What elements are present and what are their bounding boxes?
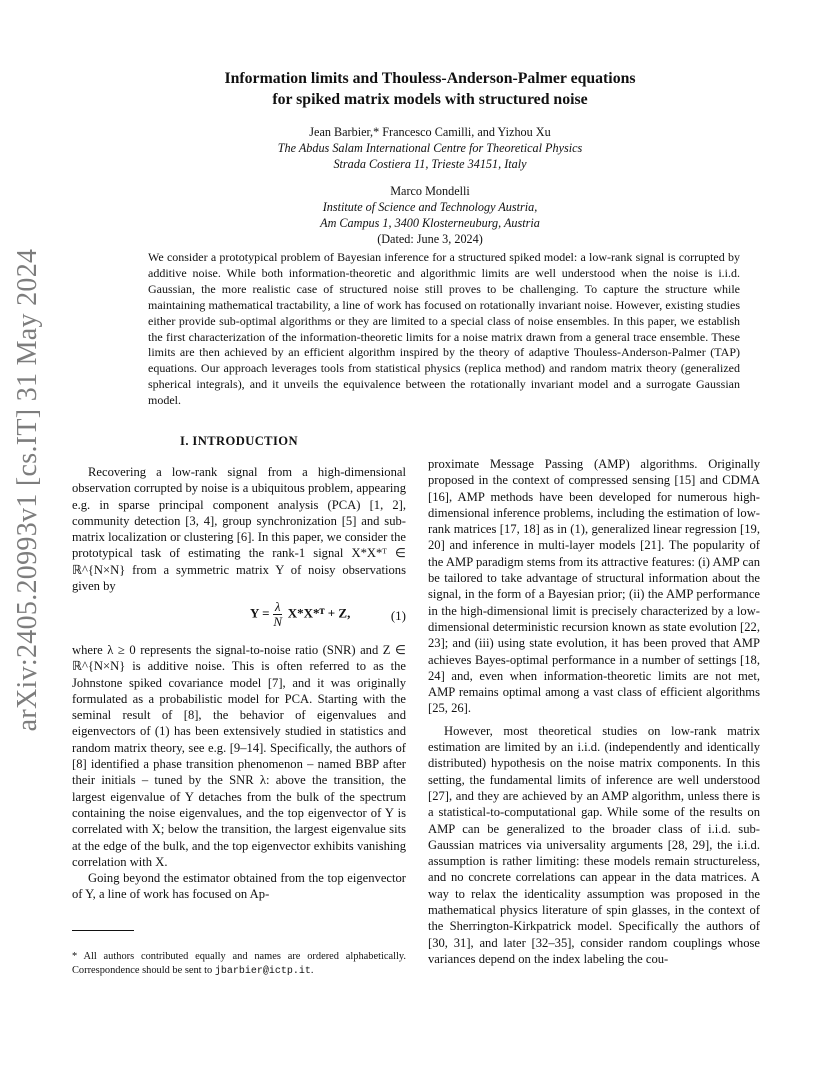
author-block-2 — [150, 183, 710, 247]
fraction-denominator: N — [273, 614, 282, 629]
equation-rhs: X*X*ᵀ + Z, — [287, 605, 351, 621]
section-heading-introduction: I. INTRODUCTION — [180, 434, 298, 448]
dated-line: (Dated: June 3, 2024) — [377, 232, 483, 246]
abstract: We consider a prototypical problem of Bayesian inference for a structured spiked model: a low-rank signal is corrupted by additive noise. While both information-theoretic and algorithmic limits are well understood when the noise is i.i.d. Gaussian, the more realistic case of structured noise still proves to be challenging. To capture the structure while maintaining mathematical tractability, a line of work has focused on rotationally invariant noise. However, existing studies either provide sub-optimal algorithms or they are limited to a special class of noise ensembles. In this paper, we establish the first characterization of the information-theoretic limits for a noise matrix drawn from a general trace ensemble. These limits are then achieved by an efficient algorithm inspired by the theory of adaptive Thouless-Anderson-Palmer (TAP) equations. Our approach leverages tools from statistical physics (replica method) and random matrix theory (generalized spherical integrals), and it unveils the equivalence between the rotationally invariant model and a surrogate Gaussian model. — [148, 250, 740, 408]
fraction-numerator: λ — [274, 599, 281, 614]
authors-line-1: Jean Barbier,* Francesco Camilli, and Yizhou Xu — [309, 125, 551, 139]
equation-body — [250, 600, 350, 629]
arxiv-id-text: arXiv:2405.20993v1 [cs.IT] 31 May 2024 — [12, 248, 43, 732]
affiliation-2-line-2: Am Campus 1, 3400 Klosterneuburg, Austria — [320, 216, 540, 230]
left-column-top — [72, 464, 406, 594]
equation-1 — [72, 596, 406, 636]
intro-paragraph-1: Recovering a low-rank signal from a high-dimensional observation corrupted by noise is a ubiquitous problem, appearing e.g. in sparse principal component analysis (PCA) [1, 2], community detection [3, 4], group synchronization [5] and sub-matrix localization or clustering [6]. In this paper, we consider the prototypical task of estimating the rank-1 signal X*X*ᵀ ∈ ℝ^{N×N} from a symmetric matrix Y of noisy observations given by — [72, 465, 406, 594]
affiliation-1-line-1: The Abdus Salam International Centre for Theoretical Physics — [277, 141, 583, 155]
affiliation-1-line-2: Strada Costiera 11, Trieste 34151, Italy — [333, 157, 527, 171]
authors-line-2: Marco Mondelli — [390, 184, 470, 198]
footnote-email: jbarbier@ictp.it — [214, 966, 311, 977]
title-line-2: for spiked matrix models with structured noise — [272, 91, 588, 108]
affiliation-2-line-1: Institute of Science and Technology Austria, — [322, 200, 538, 214]
footnote-rule — [72, 930, 134, 931]
right-column — [428, 456, 760, 967]
intro-paragraph-5: However, most theoretical studies on low-rank matrix estimation are limited by an i.i.d. (independently and identically distributed) hypothesis on the noise matrix components. In this setting, the fundamental limits of inference are well understood [27], and they are achieved by an AMP algorithm, unless there is a statistical-to-computational gap. While some of the results on AMP can be generalized to the broader class of i.i.d. sub-Gaussian matrices via universality arguments [28, 29], the i.i.d. assumption is rather limiting: these models remain structureless, and no concrete correlations can appear in the data matrices. A way to relax the identicality assumption was proposed in the mathematical physics literature of spin glasses, in the context of the Sherrington-Kirkpatrick model. Specifically the authors of [30, 31], and later [32–35], consider random couplings whose variances depend on the index labeling the cou- — [428, 723, 760, 966]
intro-paragraph-4: proximate Message Passing (AMP) algorithms. Originally proposed in the context of compressed sensing [15] and CDMA [16], AMP methods have been developed for numerous high-dimensional inference problems, including the estimation of low-rank matrices [17, 18] as in (1), generalized linear regression [19, 20] and inference in multi-layer models [21]. The popularity of the AMP paradigm stems from its attractive features: (i) AMP can be tailored to take advantage of structural information about the signal, in the form of a Bayesian prior; (ii) the AMP performance in the high-dimensional limit is precisely characterized by a low-dimensional deterministic recursion known as state evolution [22, 23]; and (iii) using state evolution, it has been proved that AMP achieves Bayes-optimal performance in a number of settings [18, 24] and, even when information-theoretic limits are not met, AMP remains optimal among a vast class of efficient algorithms [25, 26]. — [428, 457, 760, 716]
title-line-1: Information limits and Thouless-Anderson-Palmer equations — [224, 70, 636, 87]
left-column-bottom — [72, 642, 406, 903]
intro-paragraph-2: where λ ≥ 0 represents the signal-to-noise ratio (SNR) and Z ∈ ℝ^{N×N} is additive noise. This is often referred to as the Johnstone spiked covariance model [7], and it was originally formulated as a probabilistic model for PCA. Starting with the seminal result of [8], the behavior of eigenvalues and eigenvectors of (1) has been extensively studied in statistics and random matrix theory, see e.g. [9–14]. Specifically, the authors of [8] identified a phase transition phenomenon – named BBP after their initials – tuned by the SNR λ: above the transition, the largest eigenvalue of Y detaches from the bulk of the spectrum containing the noise eigenvalues, and the top eigenvector of Y is correlated with X; below the transition, the largest eigenvalue sits at the edge of the bulk, and the top eigenvector exhibits vanishing correlation with X. — [72, 643, 406, 869]
footnote-text: * All authors contributed equally and names are ordered alphabetically. Correspondence should be sent to — [72, 951, 406, 976]
arxiv-side-identifier — [6, 210, 50, 770]
footnote — [72, 950, 406, 979]
footnote-end: . — [310, 965, 314, 976]
author-block-1 — [150, 124, 710, 172]
intro-paragraph-3: Going beyond the estimator obtained from the top eigenvector of Y, a line of work has focused on Ap- — [72, 871, 406, 902]
equation-lhs: Y = — [250, 605, 270, 621]
paper-title — [150, 68, 710, 110]
equation-number: (1) — [390, 608, 406, 623]
equation-fraction — [273, 600, 283, 629]
